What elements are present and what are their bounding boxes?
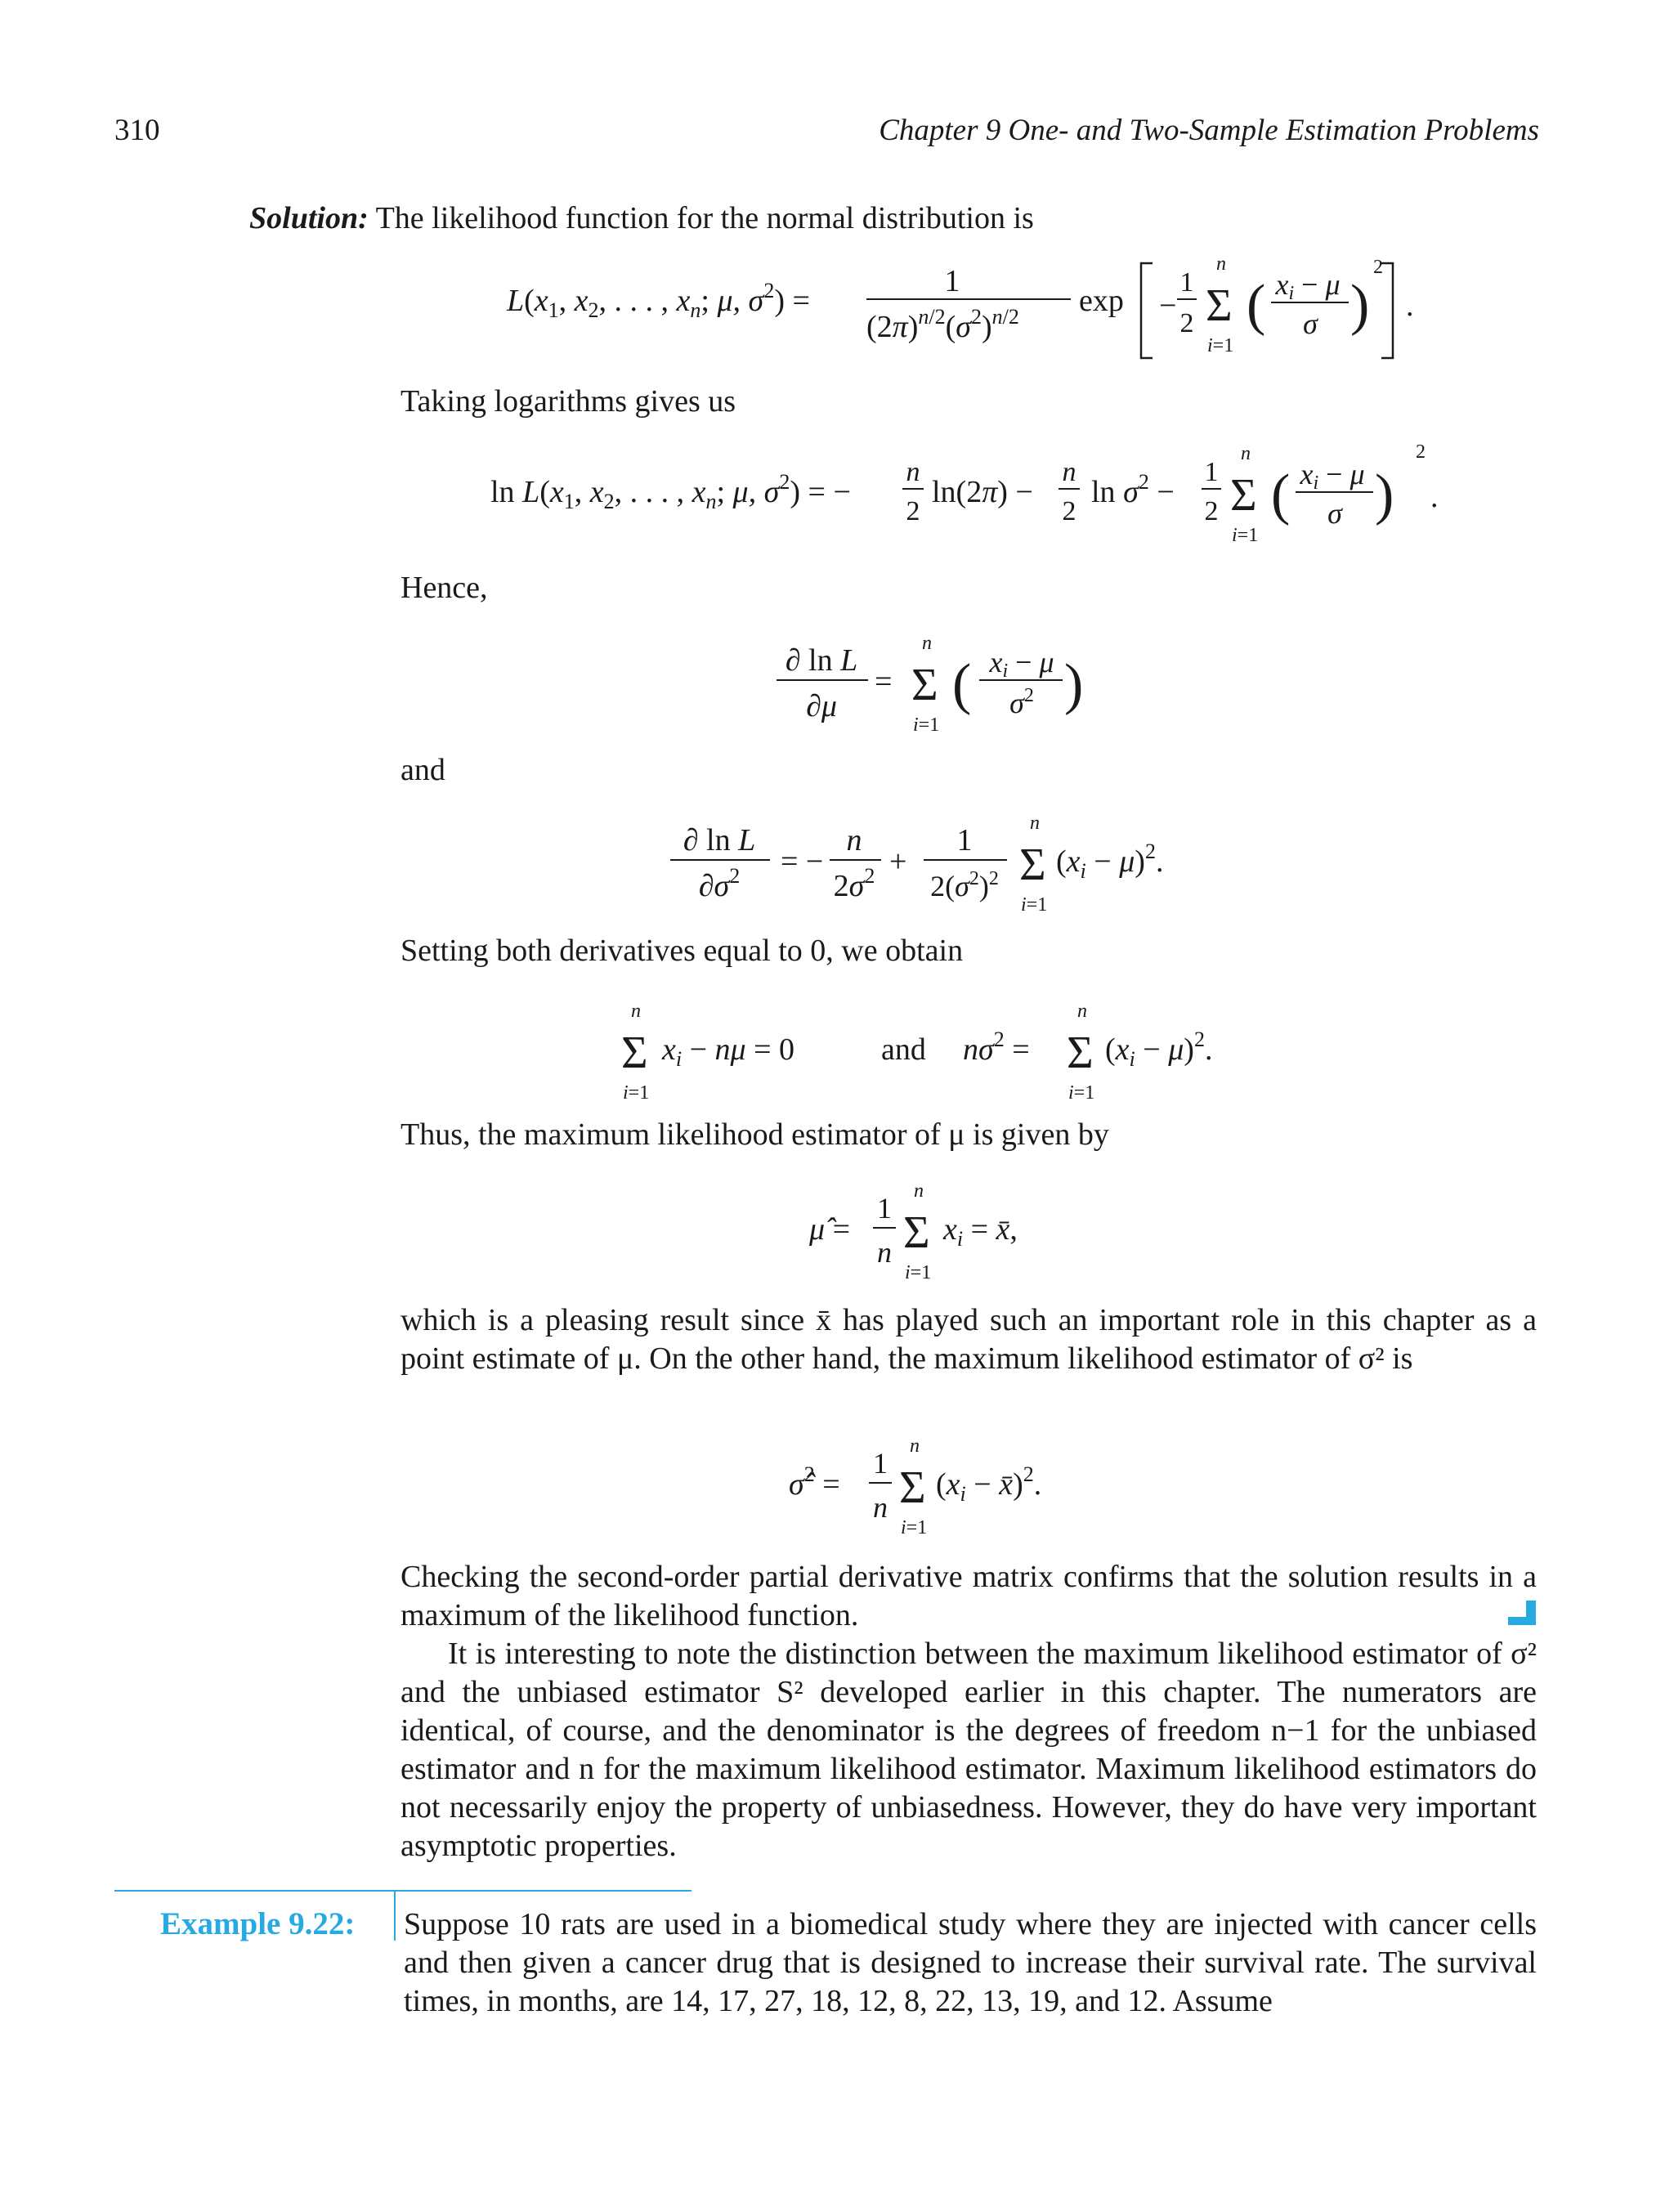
solution-label: Solution: [249, 201, 369, 235]
svg-text:1: 1 [1204, 457, 1219, 487]
svg-text:n: n [1030, 813, 1040, 834]
svg-text:ln σ2 −: $\ln \sigma^2$ − [1091, 470, 1175, 509]
svg-text:(: ( [1247, 274, 1266, 337]
svg-text:σ2: $\sigma^2$ [1009, 685, 1034, 719]
svg-text:=: = [875, 665, 893, 699]
svg-text:Σ: Σ [1019, 840, 1046, 890]
svg-text:1: 1 [877, 1192, 892, 1225]
svg-text:∂μ: ∂μ [806, 689, 837, 723]
svg-text:nσ2 =: $n\sigma^2$ = [963, 1028, 1030, 1067]
equation-log-likelihood [490, 438, 1447, 561]
svg-text:n: n [877, 1236, 892, 1269]
svg-text:= −: = − [781, 844, 824, 879]
svg-text:Σ: Σ [911, 660, 938, 710]
svg-text:i=1: i=1 [913, 714, 940, 736]
svg-text:and: and [881, 1032, 926, 1067]
svg-text:(xi − x̄)2.: ($x_i$ − x̄)$^2$. [936, 1462, 1042, 1506]
svg-text:2(σ2)2: $2(\sigma^2)^2$ [930, 868, 999, 902]
setting-text: Setting both derivatives equal to 0, we obtain [401, 934, 964, 968]
svg-text:exp: exp [1079, 284, 1124, 318]
svg-text:xi − μ: xi − μ [989, 646, 1054, 682]
end-of-proof-icon [1508, 1601, 1536, 1625]
svg-text:n: n [1216, 253, 1226, 275]
svg-text:Σ: Σ [1230, 470, 1257, 521]
svg-text:Σ: Σ [621, 1028, 648, 1078]
svg-text:1: 1 [1179, 267, 1194, 298]
svg-text:(: ( [1271, 463, 1291, 526]
svg-text:2: 2 [1416, 441, 1426, 463]
svg-text:1: 1 [873, 1447, 888, 1480]
svg-text:n: n [631, 1001, 641, 1022]
svg-text:xi − μ: xi − μ [1275, 268, 1341, 304]
svg-text:xi − nμ = 0: $x_i - n\mu = 0$ [662, 1032, 795, 1071]
svg-text:i=1: i=1 [1207, 335, 1234, 356]
equation-sigma2-hat [789, 1432, 1099, 1543]
svg-text:i=1: i=1 [1232, 525, 1259, 546]
svg-text:): ) [1375, 463, 1394, 526]
svg-text:σ: σ [1303, 307, 1318, 340]
hence-text: Hence, [401, 571, 488, 605]
svg-text:Σ: Σ [1206, 280, 1233, 331]
svg-text:σ: σ [1327, 497, 1342, 530]
equation-d-mu [777, 629, 1120, 744]
svg-text:Σ: Σ [899, 1462, 926, 1513]
svg-text:1: 1 [956, 823, 973, 857]
checking-paragraph: Checking the second-order partial derivative matrix confirms that the solution results in a maximum of the likelihood function. [401, 1560, 1537, 1632]
svg-text:n: n [914, 1180, 924, 1202]
svg-text:n: n [846, 823, 862, 857]
equation-mu-hat [809, 1177, 1087, 1287]
svg-text:2: 2 [1204, 496, 1219, 526]
svg-text:2: 2 [1062, 496, 1076, 526]
svg-text:n: n [922, 633, 932, 654]
svg-text:∂ ln L: ∂ ln L [785, 643, 858, 678]
svg-text:2: 2 [1179, 308, 1194, 338]
svg-text:i=1: i=1 [901, 1517, 928, 1538]
equation-d-sigma2 [670, 809, 1226, 924]
svg-text:xi − μ: xi − μ [1300, 458, 1365, 494]
svg-text:i=1: i=1 [905, 1262, 932, 1283]
and-text: and [401, 753, 445, 787]
svg-text:ln L(x1, x2, . . . , xn; μ, σ2: $\ln L(x_1$, $x_2$, . . . , $x_n$; μ, $\sigma^2$) = − [490, 470, 851, 513]
svg-text:xi = x̄,: $x_i$ = x̄, [943, 1212, 1018, 1251]
example-text: Suppose 10 rats are used in a biomedical study where they are injected with cancer cells and then given a cancer drug that is designed to increase their survival rate. The survival times, in months, are 14, 17, 27, 18, 12, 8, 22, 13, 19, and 12. Assume [404, 1907, 1537, 2018]
svg-text:−: − [1159, 289, 1177, 323]
svg-text:μ̂ =: μ̂ = [809, 1212, 851, 1247]
equation-zero-conditions [621, 999, 1275, 1105]
svg-text:n: n [1077, 1001, 1087, 1022]
svg-text:n: n [1062, 457, 1076, 487]
svg-text:σ̂2 =: σ̂$^2$ = [789, 1462, 840, 1502]
svg-text:): ) [1064, 653, 1084, 716]
svg-text:i=1: i=1 [1021, 894, 1048, 916]
svg-text:.: . [1406, 289, 1414, 323]
svg-text:2: 2 [906, 496, 920, 526]
interesting-paragraph: It is interesting to note the distinction between the maximum likelihood estimator of σ² and the unbiased estimator S² developed earlier in this chapter. The numerators are identical, of course, and the denominator is the degrees of freedom n−1 for the unbiased estimator and n for the maximum likelihood estimator. Maximum likelihood estimators do not necessarily enjoy the property of unbiasedness. However, they do have very important asymptotic properties. [401, 1637, 1537, 1863]
page-number: 310 [114, 114, 160, 147]
svg-text:n: n [873, 1491, 888, 1524]
solution-intro: The likelihood function for the normal distribution is [375, 201, 1034, 235]
svg-text:∂σ2: $\partial\sigma^2$ [698, 864, 741, 903]
svg-text:i=1: i=1 [623, 1082, 650, 1104]
svg-text:2σ2: $2\sigma^2$ [833, 864, 875, 903]
taking-logs-text: Taking logarithms gives us [401, 384, 736, 419]
example-vertical-rule [394, 1890, 396, 1941]
example-top-rule [114, 1890, 692, 1892]
equation-likelihood [507, 245, 1439, 368]
running-head: Chapter 9 One- and Two-Sample Estimation Problems [879, 114, 1539, 147]
svg-text:∂ ln L: ∂ ln L [683, 823, 756, 857]
svg-text:+: + [889, 844, 907, 879]
solution-paragraph [249, 199, 1541, 238]
svg-text:ln(2π) −: ln(2π) − [932, 475, 1033, 509]
svg-text:i=1: i=1 [1068, 1082, 1095, 1104]
svg-text:(: ( [952, 653, 972, 716]
svg-text:1: 1 [944, 264, 960, 298]
svg-text:(xi − μ)2.: $(x_i - \mu)^2$. [1105, 1028, 1213, 1071]
svg-text:Σ: Σ [903, 1207, 930, 1258]
svg-text:): ) [1350, 274, 1370, 337]
svg-text:n: n [910, 1435, 920, 1457]
pleasing-paragraph: which is a pleasing result since x̄ has played such an important role in this chapter as a point estimate of μ. On the other hand, the maximum likelihood estimator of σ² is [401, 1303, 1537, 1376]
svg-text:n: n [906, 457, 920, 487]
svg-text:(2π)n/2(σ2)n/2: $(2\pi)^n/2(\sigma^2)^n/2$ [866, 305, 1019, 344]
svg-text:.: . [1430, 480, 1439, 514]
svg-text:n: n [1241, 443, 1251, 464]
svg-text:Σ: Σ [1067, 1028, 1094, 1078]
svg-text:(xi − μ)2.: $(x_i - \mu)^2$. [1056, 840, 1164, 883]
example-label: Example 9.22: [160, 1906, 356, 1941]
svg-text:L(x1, x2, . . . , xn; μ, σ2) =: $L(x_1$, $x_2$, . . . , $x_n$; μ, $\sigma^2$) = [507, 279, 810, 322]
svg-text:2: 2 [1373, 257, 1383, 278]
thus-text: Thus, the maximum likelihood estimator of μ is given by [401, 1117, 1109, 1152]
